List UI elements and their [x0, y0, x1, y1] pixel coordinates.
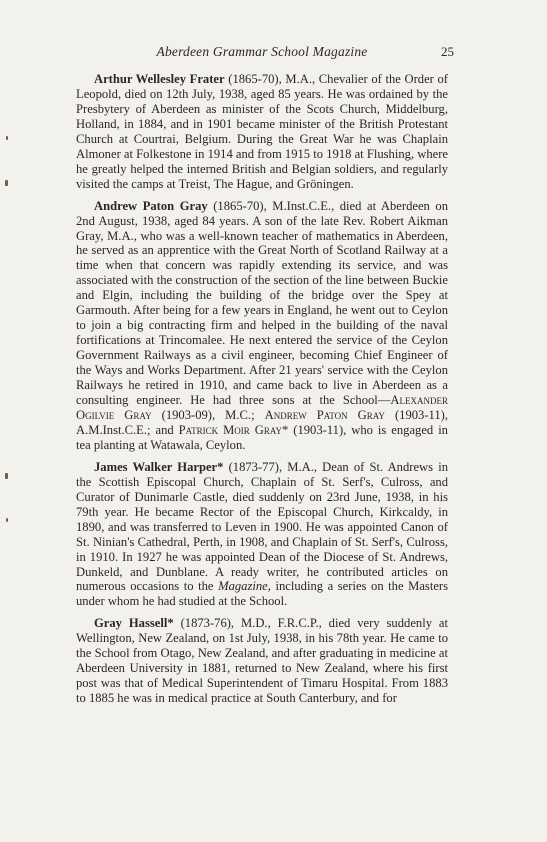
entry-frater — [76, 72, 448, 192]
margin-mark — [5, 180, 8, 186]
entry-text: (1873-77), M.A., Dean of St. Andrews in the Scottish Episcopal Church, Chaplain of St. Serf's, Culross, and Curator of Dunimarle Castle, died suddenly on 23rd June, 1938, in his 79th year. He became Rector of the Episcopal Church, Kirkcaldy, in 1890, and was transferred to Leven in 1900. He was appointed Canon of St. Ninian's Cathedral, Perth, in 1908, and Chaplain of St. Serf's, Culross, in 1910. In 1927 he was appointed Dean of the Diocese of St. Andrews, Dunkeld, and Dunblane. A ready writer, he contributed articles on numerous occasions to the — [76, 459, 448, 594]
entry-name: Andrew Paton Gray — [94, 198, 208, 213]
son-name: Alexander Ogilvie Gray — [76, 393, 448, 422]
entry-text: (1903-09), M.C.; — [151, 407, 265, 422]
entry-text: (1903-11), who is engaged in tea planting at Watawala, Ceylon. — [76, 422, 448, 452]
entry-text: (1903-11), A.M.Inst.C.E.; and — [76, 407, 448, 437]
margin-mark — [6, 518, 8, 522]
page-number: 25 — [441, 44, 454, 59]
entry-harper — [76, 460, 448, 610]
margin-mark — [5, 473, 8, 479]
running-title: Aberdeen Grammar School Magazine — [156, 44, 368, 59]
entry-text: (1865-70), M.Inst.C.E., died at Aberdeen on 2nd August, 1938, aged 84 years. A son of the late Rev. Robert Aikman Gray, M.A., who was a well-known teacher of mathematics in Aberdeen, he served as an apprentice with the Great North of Scotland Railway at a time when that concern was rapidly extending its service, and was associated with the construction of the section of the line between Buckie and Elgin, including the building of the bridge over the Spey at Garmouth. After being for a few years in England, he went out to Ceylon to join a big contracting firm and helped in the building of the naval fortifications at Trincomalee. He next entered the service of the Ceylon Government Railways as a civil engineer, becoming Chief Engineer of the Ways and Works Department. After 21 years' service with the Ceylon Railways he retired in 1910, and came back to live in Aberdeen as a consulting engineer. He had three sons at the School— — [76, 198, 448, 408]
obituary-column — [76, 72, 448, 713]
entry-text: (1873-76), M.D., F.R.C.P., died very suddenly at Wellington, New Zealand, on 1st July, 1938, in his 78th year. He came to the School from Otago, New Zealand, and after graduating in medicine at Aberdeen University in 1881, returned to New Zealand, where his first post was that of Medical Superintendent of Timaru Hospital. From 1883 to 1885 he was in medical practice at South Canterbury, and for — [76, 616, 448, 706]
entry-hassell — [76, 616, 448, 706]
entry-name: James Walker Harper* — [94, 459, 224, 474]
entry-text: , including a series on the Masters under whom he had studied at the School. — [76, 579, 449, 609]
entry-name: Arthur Wellesley Frater — [94, 72, 225, 86]
entry-name: Gray Hassell* — [94, 616, 174, 631]
entry-text: (1865-70), M.A., Chevalier of the Order of Leopold, died on 12th July, 1938, aged 85 years. He was ordained by the Presbytery of Aberdeen as minister of the Scots Church, Middelburg, Holland, in 1884, and in 1901 became minister of the British Protestant Church at Courtrai, Belgium. During the Great War he was Chaplain Almoner at Folkestone in 1914 and from 1915 to 1918 at Flushing, where he greatly helped the interned British and Belgian soldiers, and regularly visited the camps at Treist, The Hague, and Gröningen. — [76, 72, 448, 191]
son-name: Patrick Moir Gray* — [178, 422, 289, 437]
running-header — [76, 44, 454, 64]
margin-mark — [6, 136, 8, 140]
entry-gray — [76, 199, 448, 453]
magazine-title: Magazine — [218, 579, 268, 594]
son-name: Andrew Paton Gray — [264, 407, 385, 422]
